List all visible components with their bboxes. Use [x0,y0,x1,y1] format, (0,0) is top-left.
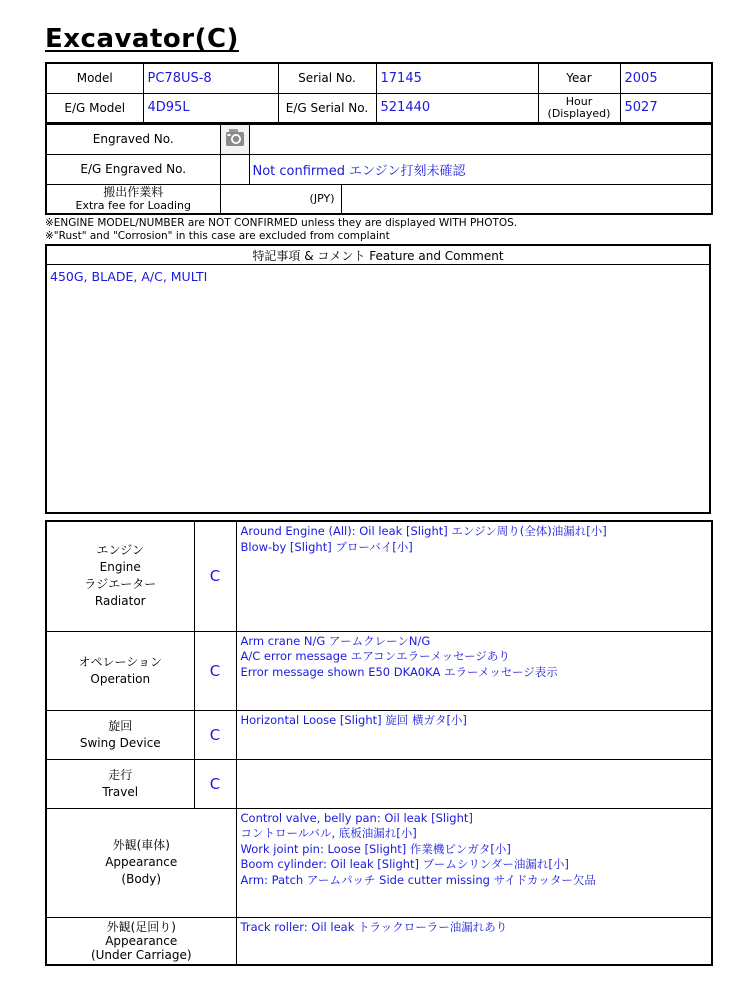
engraved-label: Engraved No. [46,124,220,154]
inspection-table [45,520,713,966]
category-operation [46,631,194,710]
notes [45,217,517,243]
comments-swing [236,710,712,759]
eg-serial-value: 521440 [376,93,538,123]
inspection-row-operation [46,631,712,710]
eg-engraved-photo-cell [220,154,249,184]
category-travel-jp: 走行 [108,767,133,782]
feature-comment-table [45,244,711,514]
comments-appearance-undercarriage [236,917,712,965]
model-label: Model [46,63,143,93]
engraved-table [45,123,713,215]
inspection-row-engine [46,521,712,631]
inspection-row-appearance-undercarriage [46,917,712,965]
comments-travel [236,759,712,808]
year-value: 2005 [620,63,712,93]
comment-line: Arm crane N/G アームクレーンN/G [240,633,431,648]
eg-model-value: 4D95L [143,93,278,123]
category-appearance-undercarriage [46,917,236,965]
comment-line: Control valve, belly pan: Oil leak [Slight] [240,810,473,825]
grade-operation: C [194,631,236,710]
comment-line: Arm: Patch アームパッチ Side cutter missing サイドカッター欠品 [240,872,596,887]
hour-label-line1: Hour [565,94,593,108]
category-engine-jp: エンジン [96,543,144,558]
category-radiator-en: Radiator [94,594,146,609]
category-engine [46,521,194,631]
comment-line: Track roller: Oil leak トラックローラー油漏れあり [240,919,508,934]
extra-fee-currency: (JPY) [220,184,341,214]
grade-swing: C [194,710,236,759]
serial-value: 17145 [376,63,538,93]
feature-header: 特記事項 & コメント Feature and Comment [46,245,710,265]
eg-serial-label: E/G Serial No. [278,93,376,123]
category-engine-en: Engine [99,560,141,575]
comment-line: Error message shown E50 DKA0KA エラーメッセージ表示 [240,664,558,679]
category-appearance-body [46,808,236,917]
category-appearance-body-en: Appearance [105,855,178,869]
eg-model-label: E/G Model [46,93,143,123]
grade-engine: C [194,521,236,631]
category-travel [46,759,194,808]
comment-line: A/C error message エアコンエラーメッセージあり [240,649,510,663]
eg-engraved-value: Not confirmed エンジン打刻未確認 [249,154,712,184]
model-value: PC78US-8 [143,63,278,93]
category-operation-en: Operation [90,671,151,686]
hour-label [538,93,620,123]
category-appearance-body-jp: 外観(車体) [112,838,170,852]
category-swing [46,710,194,759]
comment-line: Boom cylinder: Oil leak [Slight] ブームシリンダー油漏れ[小] [240,857,569,871]
inspection-row-appearance-body [46,808,712,917]
engraved-photo-cell[interactable] [220,124,249,154]
extra-fee-label-en: Extra fee for Loading [75,198,191,212]
extra-fee-label-jp: 搬出作業料 [103,184,164,199]
category-appearance-body-sub: (Body) [121,872,162,886]
category-travel-en: Travel [102,784,139,799]
comment-line: Around Engine (All): Oil leak [Slight] エンジン周り(全体)油漏れ[小] [240,524,607,538]
hour-value: 5027 [620,93,712,123]
serial-label: Serial No. [278,63,376,93]
hour-label-line2: (Displayed) [547,106,611,120]
feature-text: 450G, BLADE, A/C, MULTI [46,265,710,513]
comment-line: コントロールバル, 底板油漏れ[小] [240,826,417,840]
category-swing-jp: 旋回 [108,718,133,733]
comment-line: Work joint pin: Loose [Slight] 作業機ピンガタ[小] [240,841,511,856]
comments-operation [236,631,712,710]
camera-icon[interactable] [224,127,246,149]
inspection-row-travel [46,759,712,808]
note-engine: ※ENGINE MODEL/NUMBER are NOT CONFIRMED unless they are displayed WITH PHOTOS. [45,217,518,229]
comments-appearance-body [236,808,712,917]
note-rust: ※"Rust" and "Corrosion" in this case are excluded from complaint [45,230,390,242]
category-appearance-undercarriage-sub: (Under Carriage) [90,947,192,962]
year-label: Year [538,63,620,93]
inspection-row-swing [46,710,712,759]
category-appearance-undercarriage-jp: 外観(足回り) [106,919,176,934]
engraved-value [249,124,712,154]
eg-engraved-label: E/G Engraved No. [46,154,220,184]
machine-info-table [45,62,713,124]
comment-line: Horizontal Loose [Slight] 旋回 横ガタ[小] [240,712,467,727]
category-swing-en: Swing Device [79,735,161,750]
category-operation-jp: オペレーション [78,654,163,669]
extra-fee-value [341,184,712,214]
comment-line: Blow-by [Slight] ブローバイ[小] [240,539,413,554]
comments-engine [236,521,712,631]
grade-travel: C [194,759,236,808]
extra-fee-label [46,184,220,214]
category-radiator-jp: ラジエーター [84,577,157,592]
page-title: Excavator(C) [45,24,239,54]
category-appearance-undercarriage-en: Appearance [105,933,178,948]
